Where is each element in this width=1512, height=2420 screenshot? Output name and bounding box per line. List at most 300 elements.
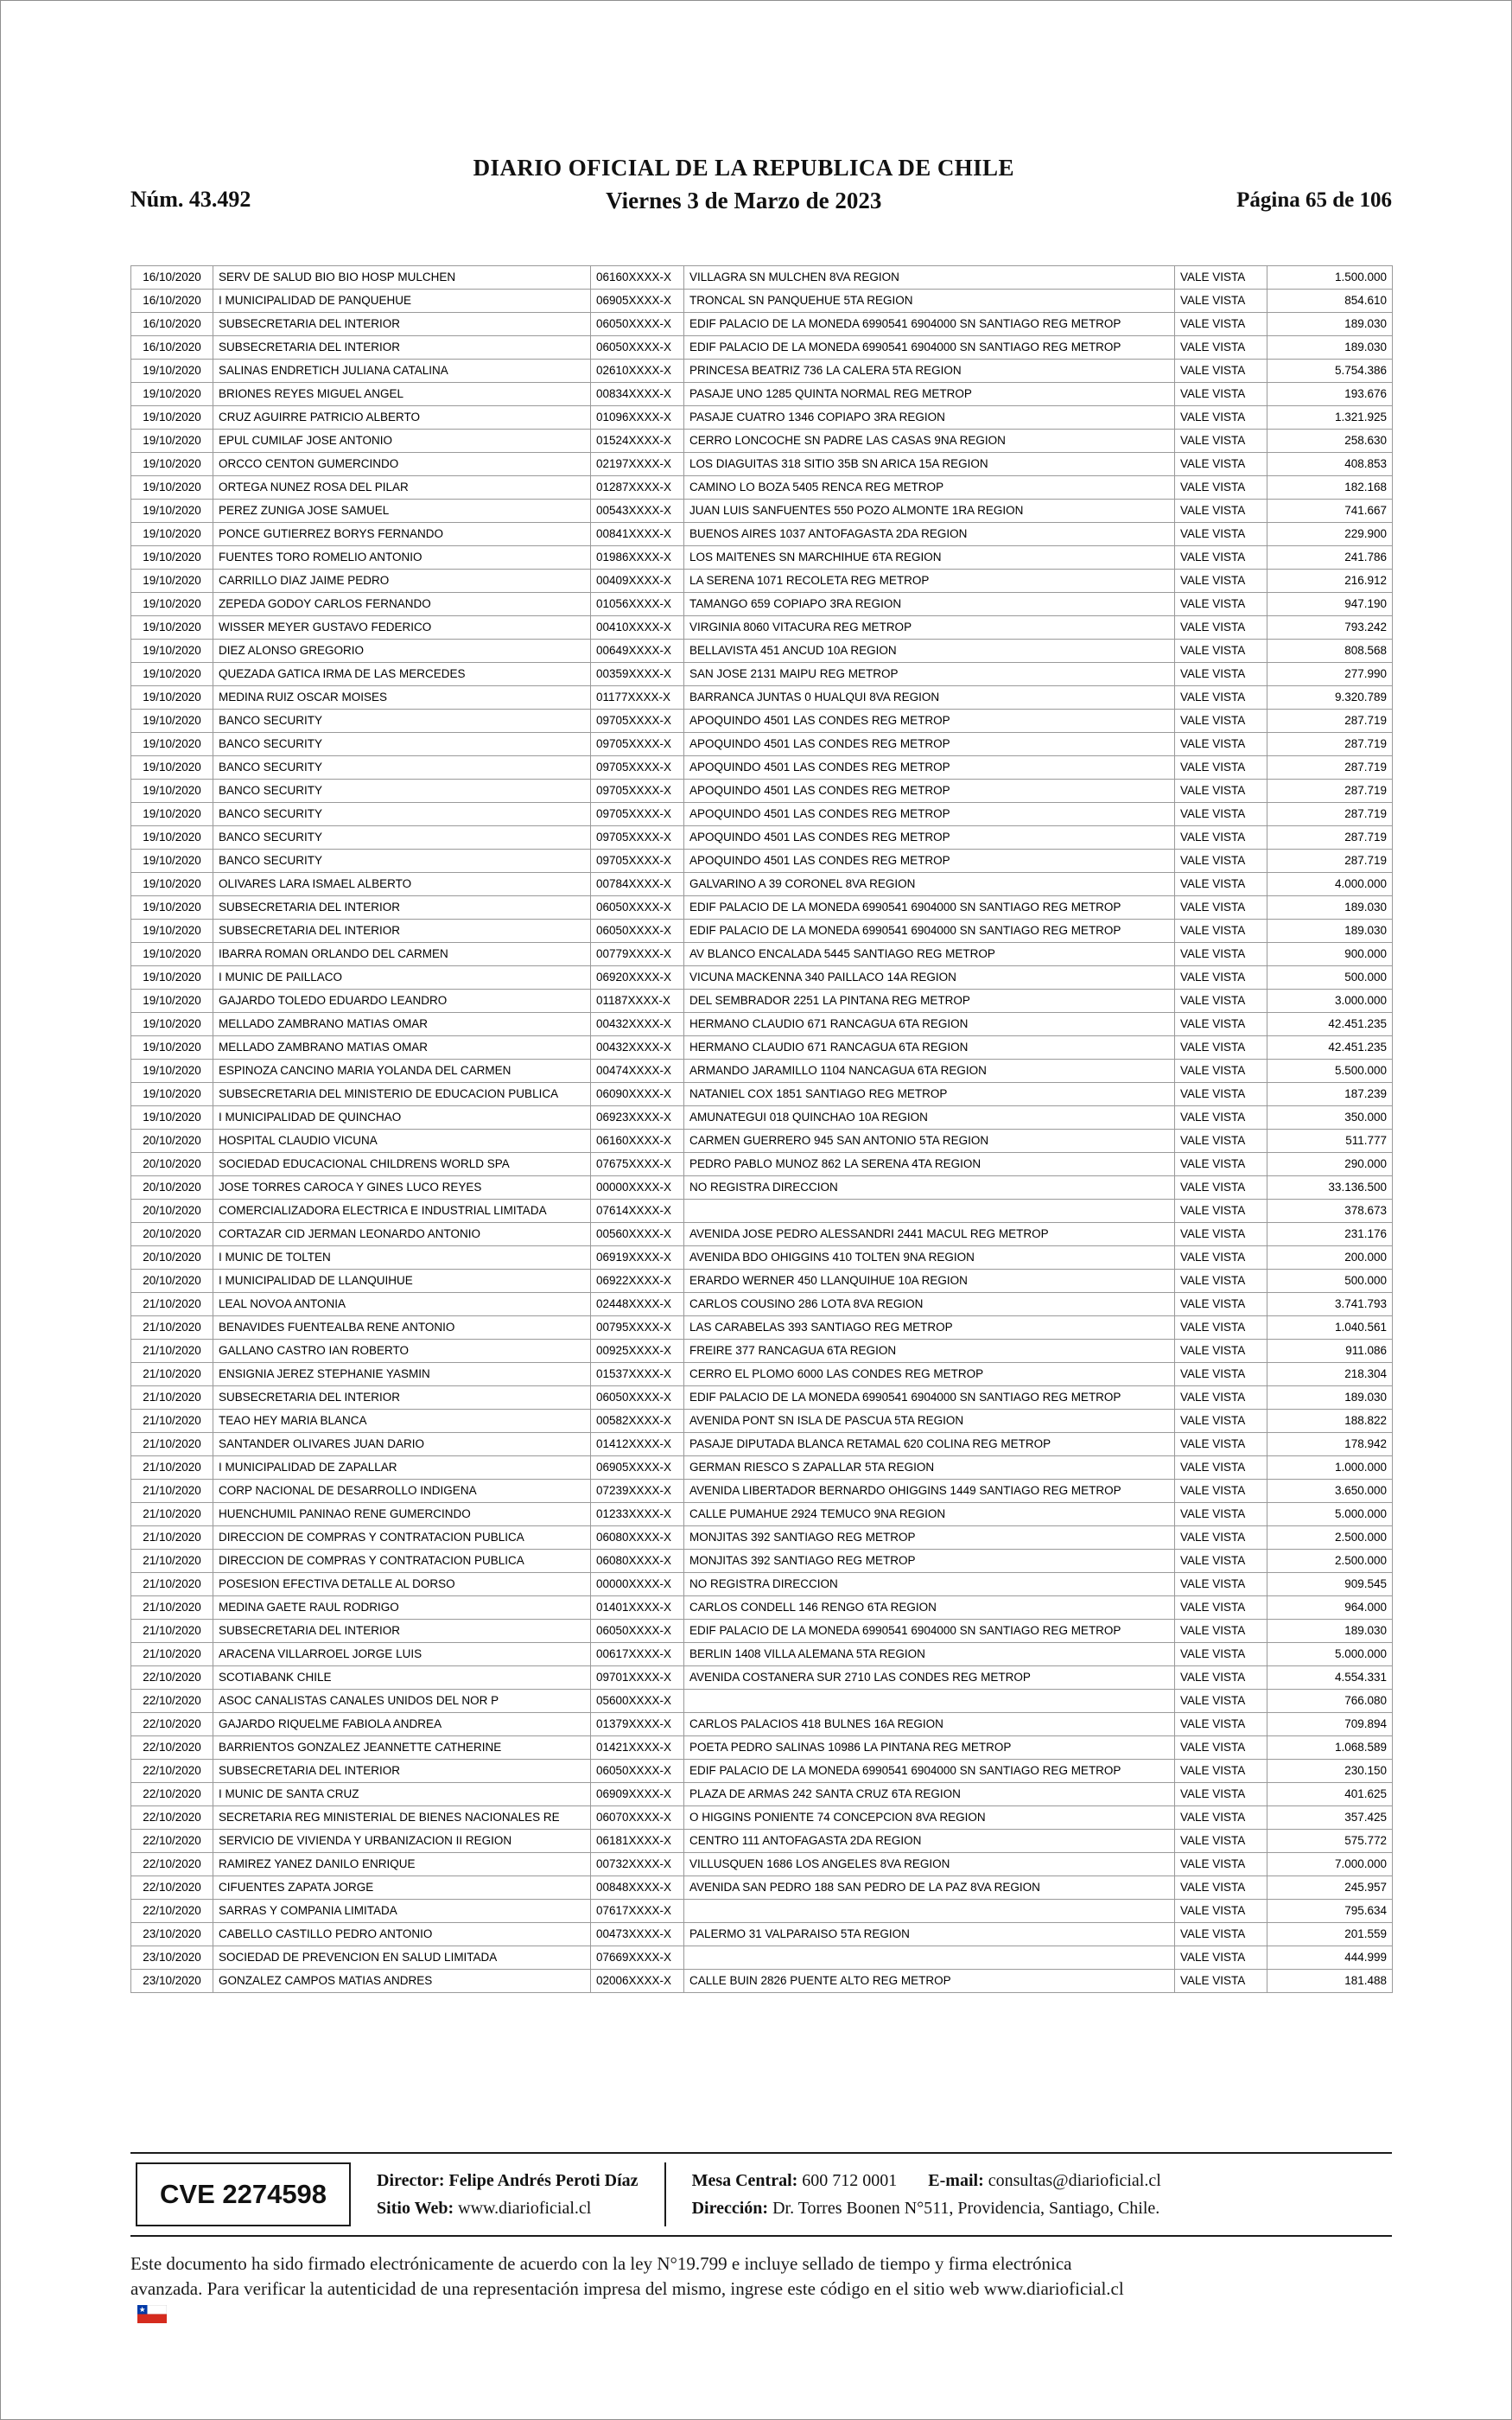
cell-amount: 9.320.789 [1267, 686, 1393, 710]
cell-doc-type: VALE VISTA [1175, 1293, 1267, 1316]
cell-doc-type: VALE VISTA [1175, 266, 1267, 290]
cell-date: 19/10/2020 [131, 500, 213, 523]
address-line [692, 2197, 1161, 2219]
cell-id: 00795XXXX-X [591, 1316, 684, 1340]
cell-address [684, 1200, 1175, 1223]
cell-address: MONJITAS 392 SANTIAGO REG METROP [684, 1550, 1175, 1573]
cell-doc-type: VALE VISTA [1175, 546, 1267, 570]
cell-address: AMUNATEGUI 018 QUINCHAO 10A REGION [684, 1106, 1175, 1130]
cell-amount: 182.168 [1267, 476, 1393, 500]
cell-id: 01412XXXX-X [591, 1433, 684, 1456]
cell-amount: 808.568 [1267, 640, 1393, 663]
cell-name: PONCE GUTIERREZ BORYS FERNANDO [213, 523, 591, 546]
cell-doc-type: VALE VISTA [1175, 1386, 1267, 1410]
records-table-body [131, 266, 1393, 1993]
cve-box [136, 2162, 351, 2226]
cell-name: ENSIGNIA JEREZ STEPHANIE YASMIN [213, 1363, 591, 1386]
cell-doc-type: VALE VISTA [1175, 430, 1267, 453]
table-row [131, 383, 1393, 406]
cell-name: BANCO SECURITY [213, 710, 591, 733]
cell-id: 06909XXXX-X [591, 1783, 684, 1806]
cell-id: 00000XXXX-X [591, 1573, 684, 1596]
cell-name: LEAL NOVOA ANTONIA [213, 1293, 591, 1316]
cell-address: CERRO EL PLOMO 6000 LAS CONDES REG METROP [684, 1363, 1175, 1386]
cell-address: APOQUINDO 4501 LAS CONDES REG METROP [684, 850, 1175, 873]
cell-name: SALINAS ENDRETICH JULIANA CATALINA [213, 360, 591, 383]
cell-amount: 5.000.000 [1267, 1643, 1393, 1666]
cell-amount: 357.425 [1267, 1806, 1393, 1830]
cell-address: EDIF PALACIO DE LA MONEDA 6990541 6904000 SN SANTIAGO REG METROP [684, 1620, 1175, 1643]
cell-address: BERLIN 1408 VILLA ALEMANA 5TA REGION [684, 1643, 1175, 1666]
cell-doc-type: VALE VISTA [1175, 570, 1267, 593]
cell-date: 19/10/2020 [131, 920, 213, 943]
cell-address [684, 1900, 1175, 1923]
cell-address: CENTRO 111 ANTOFAGASTA 2DA REGION [684, 1830, 1175, 1853]
cell-name: CORP NACIONAL DE DESARROLLO INDIGENA [213, 1480, 591, 1503]
cell-address: EDIF PALACIO DE LA MONEDA 6990541 6904000 SN SANTIAGO REG METROP [684, 1760, 1175, 1783]
cell-address: SAN JOSE 2131 MAIPU REG METROP [684, 663, 1175, 686]
cell-date: 19/10/2020 [131, 686, 213, 710]
table-row [131, 1200, 1393, 1223]
cell-date: 19/10/2020 [131, 570, 213, 593]
cell-name: SUBSECRETARIA DEL INTERIOR [213, 313, 591, 336]
cell-name: SERVICIO DE VIVIENDA Y URBANIZACION II REGION [213, 1830, 591, 1853]
director-name: Felipe Andrés Peroti Díaz [448, 2171, 638, 2190]
cell-amount: 5.000.000 [1267, 1503, 1393, 1526]
cell-doc-type: VALE VISTA [1175, 616, 1267, 640]
cell-date: 19/10/2020 [131, 826, 213, 850]
footer-strip [130, 2152, 1392, 2237]
cell-doc-type: VALE VISTA [1175, 966, 1267, 990]
cell-name: I MUNIC DE SANTA CRUZ [213, 1783, 591, 1806]
table-row [131, 570, 1393, 593]
cell-name: JOSE TORRES CAROCA Y GINES LUCO REYES [213, 1176, 591, 1200]
cell-id: 01524XXXX-X [591, 430, 684, 453]
cell-address: POETA PEDRO SALINAS 10986 LA PINTANA REG METROP [684, 1736, 1175, 1760]
cell-address: NO REGISTRA DIRECCION [684, 1573, 1175, 1596]
table-row [131, 430, 1393, 453]
table-row [131, 1270, 1393, 1293]
website-url: www.diarioficial.cl [458, 2199, 592, 2218]
address-text: Dr. Torres Boonen N°511, Providencia, Santiago, Chile. [772, 2199, 1160, 2218]
cell-id: 07675XXXX-X [591, 1153, 684, 1176]
cell-amount: 245.957 [1267, 1876, 1393, 1900]
cell-amount: 5.754.386 [1267, 360, 1393, 383]
cell-doc-type: VALE VISTA [1175, 733, 1267, 756]
table-row [131, 1386, 1393, 1410]
cell-name: I MUNIC DE TOLTEN [213, 1246, 591, 1270]
cell-id: 06905XXXX-X [591, 290, 684, 313]
cell-name: CARRILLO DIAZ JAIME PEDRO [213, 570, 591, 593]
cell-address: CAMINO LO BOZA 5405 RENCA REG METROP [684, 476, 1175, 500]
cell-address: APOQUINDO 4501 LAS CONDES REG METROP [684, 733, 1175, 756]
cell-id: 02197XXXX-X [591, 453, 684, 476]
cell-id: 06090XXXX-X [591, 1083, 684, 1106]
cell-id: 02610XXXX-X [591, 360, 684, 383]
website-line [377, 2197, 638, 2219]
cell-date: 21/10/2020 [131, 1573, 213, 1596]
director-block [377, 2169, 664, 2219]
cell-doc-type: VALE VISTA [1175, 1130, 1267, 1153]
table-row [131, 663, 1393, 686]
cell-name: CIFUENTES ZAPATA JORGE [213, 1876, 591, 1900]
cell-id: 09705XXXX-X [591, 826, 684, 850]
cell-date: 19/10/2020 [131, 803, 213, 826]
cell-id: 06160XXXX-X [591, 1130, 684, 1153]
cell-amount: 241.786 [1267, 546, 1393, 570]
cell-name: ESPINOZA CANCINO MARIA YOLANDA DEL CARMEN [213, 1060, 591, 1083]
cell-doc-type: VALE VISTA [1175, 453, 1267, 476]
cell-id: 07239XXXX-X [591, 1480, 684, 1503]
address-label: Dirección: [691, 2199, 769, 2218]
cell-date: 21/10/2020 [131, 1363, 213, 1386]
cell-id: 00543XXXX-X [591, 500, 684, 523]
cell-doc-type: VALE VISTA [1175, 1200, 1267, 1223]
table-row [131, 1293, 1393, 1316]
cell-name: BRIONES REYES MIGUEL ANGEL [213, 383, 591, 406]
cell-address: TRONCAL SN PANQUEHUE 5TA REGION [684, 290, 1175, 313]
cell-date: 21/10/2020 [131, 1480, 213, 1503]
cell-name: SCOTIABANK CHILE [213, 1666, 591, 1690]
cell-address: APOQUINDO 4501 LAS CONDES REG METROP [684, 780, 1175, 803]
cell-id: 09705XXXX-X [591, 780, 684, 803]
cell-name: MEDINA GAETE RAUL RODRIGO [213, 1596, 591, 1620]
cell-name: OLIVARES LARA ISMAEL ALBERTO [213, 873, 591, 896]
cell-doc-type: VALE VISTA [1175, 873, 1267, 896]
page-indicator: Página 65 de 106 [1236, 188, 1392, 212]
cell-name: ARACENA VILLARROEL JORGE LUIS [213, 1643, 591, 1666]
cell-date: 16/10/2020 [131, 290, 213, 313]
cell-doc-type: VALE VISTA [1175, 593, 1267, 616]
cell-address: CALLE BUIN 2826 PUENTE ALTO REG METROP [684, 1970, 1175, 1993]
cell-date: 19/10/2020 [131, 360, 213, 383]
cell-name: BANCO SECURITY [213, 826, 591, 850]
cell-id: 01537XXXX-X [591, 1363, 684, 1386]
cell-doc-type: VALE VISTA [1175, 1526, 1267, 1550]
cell-date: 21/10/2020 [131, 1503, 213, 1526]
cell-date: 21/10/2020 [131, 1386, 213, 1410]
cell-amount: 189.030 [1267, 1620, 1393, 1643]
cell-amount: 4.554.331 [1267, 1666, 1393, 1690]
cell-address: BUENOS AIRES 1037 ANTOFAGASTA 2DA REGION [684, 523, 1175, 546]
cell-amount: 4.000.000 [1267, 873, 1393, 896]
cell-doc-type: VALE VISTA [1175, 500, 1267, 523]
table-row [131, 873, 1393, 896]
cell-address: APOQUINDO 4501 LAS CONDES REG METROP [684, 803, 1175, 826]
cell-id: 09705XXXX-X [591, 803, 684, 826]
table-row [131, 686, 1393, 710]
cell-id: 00410XXXX-X [591, 616, 684, 640]
cell-id: 06160XXXX-X [591, 266, 684, 290]
table-row [131, 780, 1393, 803]
cell-name: SUBSECRETARIA DEL INTERIOR [213, 1620, 591, 1643]
cell-amount: 500.000 [1267, 966, 1393, 990]
cell-name: IBARRA ROMAN ORLANDO DEL CARMEN [213, 943, 591, 966]
table-row [131, 1853, 1393, 1876]
director-line [377, 2169, 638, 2192]
cell-id: 00649XXXX-X [591, 640, 684, 663]
cell-date: 19/10/2020 [131, 756, 213, 780]
table-row [131, 1176, 1393, 1200]
cell-amount: 189.030 [1267, 896, 1393, 920]
cell-doc-type: VALE VISTA [1175, 1503, 1267, 1526]
cell-id: 00560XXXX-X [591, 1223, 684, 1246]
cell-address: CARLOS COUSINO 286 LOTA 8VA REGION [684, 1293, 1175, 1316]
cell-amount: 42.451.235 [1267, 1013, 1393, 1036]
cell-date: 21/10/2020 [131, 1456, 213, 1480]
cell-address: DEL SEMBRADOR 2251 LA PINTANA REG METROP [684, 990, 1175, 1013]
cell-id: 06050XXXX-X [591, 336, 684, 360]
cell-address: APOQUINDO 4501 LAS CONDES REG METROP [684, 710, 1175, 733]
cell-address: O HIGGINS PONIENTE 74 CONCEPCION 8VA REGION [684, 1806, 1175, 1830]
table-row [131, 523, 1393, 546]
cell-name: I MUNICIPALIDAD DE QUINCHAO [213, 1106, 591, 1130]
cell-address: JUAN LUIS SANFUENTES 550 POZO ALMONTE 1RA REGION [684, 500, 1175, 523]
table-row [131, 616, 1393, 640]
cell-amount: 2.500.000 [1267, 1526, 1393, 1550]
cell-id: 00779XXXX-X [591, 943, 684, 966]
cell-id: 06070XXXX-X [591, 1806, 684, 1830]
cell-doc-type: VALE VISTA [1175, 1806, 1267, 1830]
cell-doc-type: VALE VISTA [1175, 1340, 1267, 1363]
cell-doc-type: VALE VISTA [1175, 826, 1267, 850]
cell-address: AVENIDA COSTANERA SUR 2710 LAS CONDES REG METROP [684, 1666, 1175, 1690]
cell-address: PEDRO PABLO MUNOZ 862 LA SERENA 4TA REGION [684, 1153, 1175, 1176]
cell-doc-type: VALE VISTA [1175, 336, 1267, 360]
cell-name: SECRETARIA REG MINISTERIAL DE BIENES NACIONALES RE [213, 1806, 591, 1830]
cell-date: 19/10/2020 [131, 850, 213, 873]
cell-id: 00617XXXX-X [591, 1643, 684, 1666]
cell-amount: 2.500.000 [1267, 1550, 1393, 1573]
table-row [131, 500, 1393, 523]
cell-amount: 1.068.589 [1267, 1736, 1393, 1760]
cell-date: 16/10/2020 [131, 336, 213, 360]
table-row [131, 756, 1393, 780]
cell-id: 00841XXXX-X [591, 523, 684, 546]
cell-id: 00925XXXX-X [591, 1340, 684, 1363]
cell-amount: 287.719 [1267, 756, 1393, 780]
cell-doc-type: VALE VISTA [1175, 1736, 1267, 1760]
cell-date: 21/10/2020 [131, 1293, 213, 1316]
cell-amount: 287.719 [1267, 850, 1393, 873]
cell-id: 01056XXXX-X [591, 593, 684, 616]
cell-doc-type: VALE VISTA [1175, 1830, 1267, 1853]
cell-date: 22/10/2020 [131, 1783, 213, 1806]
cell-amount: 3.650.000 [1267, 1480, 1393, 1503]
table-row [131, 1013, 1393, 1036]
cell-amount: 200.000 [1267, 1246, 1393, 1270]
cell-address: AVENIDA JOSE PEDRO ALESSANDRI 2441 MACUL REG METROP [684, 1223, 1175, 1246]
cell-name: QUEZADA GATICA IRMA DE LAS MERCEDES [213, 663, 591, 686]
cell-id: 09705XXXX-X [591, 710, 684, 733]
cell-date: 19/10/2020 [131, 896, 213, 920]
cell-address: ERARDO WERNER 450 LLANQUIHUE 10A REGION [684, 1270, 1175, 1293]
cell-doc-type: VALE VISTA [1175, 1153, 1267, 1176]
table-row [131, 1643, 1393, 1666]
cell-id: 00784XXXX-X [591, 873, 684, 896]
cell-doc-type: VALE VISTA [1175, 1550, 1267, 1573]
cell-doc-type: VALE VISTA [1175, 1036, 1267, 1060]
cell-name: I MUNICIPALIDAD DE PANQUEHUE [213, 290, 591, 313]
table-row [131, 1106, 1393, 1130]
table-row [131, 1830, 1393, 1853]
cell-date: 19/10/2020 [131, 966, 213, 990]
legal-notice [130, 2251, 1392, 2302]
cell-amount: 7.000.000 [1267, 1853, 1393, 1876]
cell-amount: 3.000.000 [1267, 990, 1393, 1013]
cell-address [684, 1946, 1175, 1970]
table-row [131, 733, 1393, 756]
cell-address: PALERMO 31 VALPARAISO 5TA REGION [684, 1923, 1175, 1946]
cell-amount: 1.321.925 [1267, 406, 1393, 430]
table-row [131, 1923, 1393, 1946]
cell-date: 23/10/2020 [131, 1923, 213, 1946]
phone-email-line [692, 2169, 1161, 2192]
cell-date: 19/10/2020 [131, 546, 213, 570]
cell-date: 22/10/2020 [131, 1736, 213, 1760]
cell-doc-type: VALE VISTA [1175, 1783, 1267, 1806]
cell-doc-type: VALE VISTA [1175, 1643, 1267, 1666]
cell-amount: 287.719 [1267, 733, 1393, 756]
cell-name: GAJARDO TOLEDO EDUARDO LEANDRO [213, 990, 591, 1013]
cell-amount: 709.894 [1267, 1713, 1393, 1736]
cell-date: 19/10/2020 [131, 640, 213, 663]
cell-date: 19/10/2020 [131, 1013, 213, 1036]
cell-doc-type: VALE VISTA [1175, 780, 1267, 803]
cell-name: MEDINA RUIZ OSCAR MOISES [213, 686, 591, 710]
table-row [131, 336, 1393, 360]
table-row [131, 850, 1393, 873]
cell-date: 19/10/2020 [131, 710, 213, 733]
cell-date: 19/10/2020 [131, 990, 213, 1013]
cell-address: EDIF PALACIO DE LA MONEDA 6990541 6904000 SN SANTIAGO REG METROP [684, 1386, 1175, 1410]
cell-date: 20/10/2020 [131, 1130, 213, 1153]
cell-address: LOS DIAGUITAS 318 SITIO 35B SN ARICA 15A REGION [684, 453, 1175, 476]
cell-amount: 5.500.000 [1267, 1060, 1393, 1083]
cell-name: COMERCIALIZADORA ELECTRICA E INDUSTRIAL LIMITADA [213, 1200, 591, 1223]
cell-id: 06050XXXX-X [591, 896, 684, 920]
cell-amount: 401.625 [1267, 1783, 1393, 1806]
legal-line-1: Este documento ha sido firmado electrónicamente de acuerdo con la ley N°19.799 e incluye sellado de tiempo y firma electrónica [130, 2253, 1072, 2274]
table-row [131, 1620, 1393, 1643]
table-row [131, 1480, 1393, 1503]
table-row [131, 943, 1393, 966]
cell-name: MELLADO ZAMBRANO MATIAS OMAR [213, 1013, 591, 1036]
table-row [131, 1946, 1393, 1970]
cell-id: 00000XXXX-X [591, 1176, 684, 1200]
cell-name: SOCIEDAD DE PREVENCION EN SALUD LIMITADA [213, 1946, 591, 1970]
cell-name: GONZALEZ CAMPOS MATIAS ANDRES [213, 1970, 591, 1993]
cell-date: 22/10/2020 [131, 1666, 213, 1690]
cell-doc-type: VALE VISTA [1175, 1410, 1267, 1433]
table-row [131, 593, 1393, 616]
table-row [131, 290, 1393, 313]
cell-date: 19/10/2020 [131, 663, 213, 686]
table-row [131, 1713, 1393, 1736]
cell-name: CABELLO CASTILLO PEDRO ANTONIO [213, 1923, 591, 1946]
cell-address: CARLOS PALACIOS 418 BULNES 16A REGION [684, 1713, 1175, 1736]
cell-date: 21/10/2020 [131, 1550, 213, 1573]
cell-amount: 500.000 [1267, 1270, 1393, 1293]
cell-amount: 277.990 [1267, 663, 1393, 686]
cell-amount: 900.000 [1267, 943, 1393, 966]
cell-amount: 287.719 [1267, 710, 1393, 733]
cell-date: 23/10/2020 [131, 1946, 213, 1970]
cell-name: BANCO SECURITY [213, 733, 591, 756]
cell-amount: 793.242 [1267, 616, 1393, 640]
cell-name: SARRAS Y COMPANIA LIMITADA [213, 1900, 591, 1923]
masthead [251, 155, 1236, 214]
cell-name: DIRECCION DE COMPRAS Y CONTRATACION PUBLICA [213, 1550, 591, 1573]
cell-name: SUBSECRETARIA DEL INTERIOR [213, 1760, 591, 1783]
cell-amount: 33.136.500 [1267, 1176, 1393, 1200]
cell-name: RAMIREZ YANEZ DANILO ENRIQUE [213, 1853, 591, 1876]
cell-address: HERMANO CLAUDIO 671 RANCAGUA 6TA REGION [684, 1013, 1175, 1036]
cell-name: FUENTES TORO ROMELIO ANTONIO [213, 546, 591, 570]
cell-address: FREIRE 377 RANCAGUA 6TA REGION [684, 1340, 1175, 1363]
cell-address: CERRO LONCOCHE SN PADRE LAS CASAS 9NA REGION [684, 430, 1175, 453]
cell-doc-type: VALE VISTA [1175, 406, 1267, 430]
cell-date: 21/10/2020 [131, 1526, 213, 1550]
cell-doc-type: VALE VISTA [1175, 1853, 1267, 1876]
cell-doc-type: VALE VISTA [1175, 756, 1267, 780]
table-row [131, 1036, 1393, 1060]
table-row [131, 1970, 1393, 1993]
cell-id: 01986XXXX-X [591, 546, 684, 570]
cell-date: 20/10/2020 [131, 1153, 213, 1176]
cell-address: CARMEN GUERRERO 945 SAN ANTONIO 5TA REGION [684, 1130, 1175, 1153]
chile-flag-icon [137, 2305, 167, 2323]
cell-date: 19/10/2020 [131, 1083, 213, 1106]
cell-amount: 1.500.000 [1267, 266, 1393, 290]
cell-name: WISSER MEYER GUSTAVO FEDERICO [213, 616, 591, 640]
cell-date: 20/10/2020 [131, 1246, 213, 1270]
cell-address: LAS CARABELAS 393 SANTIAGO REG METROP [684, 1316, 1175, 1340]
cell-name: POSESION EFECTIVA DETALLE AL DORSO [213, 1573, 591, 1596]
cell-id: 02448XXXX-X [591, 1293, 684, 1316]
cell-address: GALVARINO A 39 CORONEL 8VA REGION [684, 873, 1175, 896]
table-row [131, 1153, 1393, 1176]
cell-amount: 258.630 [1267, 430, 1393, 453]
table-row [131, 1340, 1393, 1363]
table-row [131, 1060, 1393, 1083]
cell-doc-type: VALE VISTA [1175, 663, 1267, 686]
cell-name: EPUL CUMILAF JOSE ANTONIO [213, 430, 591, 453]
cell-doc-type: VALE VISTA [1175, 1246, 1267, 1270]
table-row [131, 476, 1393, 500]
table-row [131, 826, 1393, 850]
cell-id: 00834XXXX-X [591, 383, 684, 406]
cell-date: 22/10/2020 [131, 1900, 213, 1923]
cell-id: 06922XXXX-X [591, 1270, 684, 1293]
cell-id: 06080XXXX-X [591, 1526, 684, 1550]
table-row [131, 266, 1393, 290]
cell-doc-type: VALE VISTA [1175, 1060, 1267, 1083]
cell-doc-type: VALE VISTA [1175, 640, 1267, 663]
cell-id: 00732XXXX-X [591, 1853, 684, 1876]
cell-address: ARMANDO JARAMILLO 1104 NANCAGUA 6TA REGION [684, 1060, 1175, 1083]
cell-doc-type: VALE VISTA [1175, 686, 1267, 710]
cell-date: 23/10/2020 [131, 1970, 213, 1993]
cell-name: DIRECCION DE COMPRAS Y CONTRATACION PUBLICA [213, 1526, 591, 1550]
cell-doc-type: VALE VISTA [1175, 1713, 1267, 1736]
cell-address: AVENIDA SAN PEDRO 188 SAN PEDRO DE LA PAZ 8VA REGION [684, 1876, 1175, 1900]
cell-doc-type: VALE VISTA [1175, 1270, 1267, 1293]
cell-id: 00474XXXX-X [591, 1060, 684, 1083]
cell-doc-type: VALE VISTA [1175, 1013, 1267, 1036]
cell-doc-type: VALE VISTA [1175, 920, 1267, 943]
cell-date: 22/10/2020 [131, 1876, 213, 1900]
